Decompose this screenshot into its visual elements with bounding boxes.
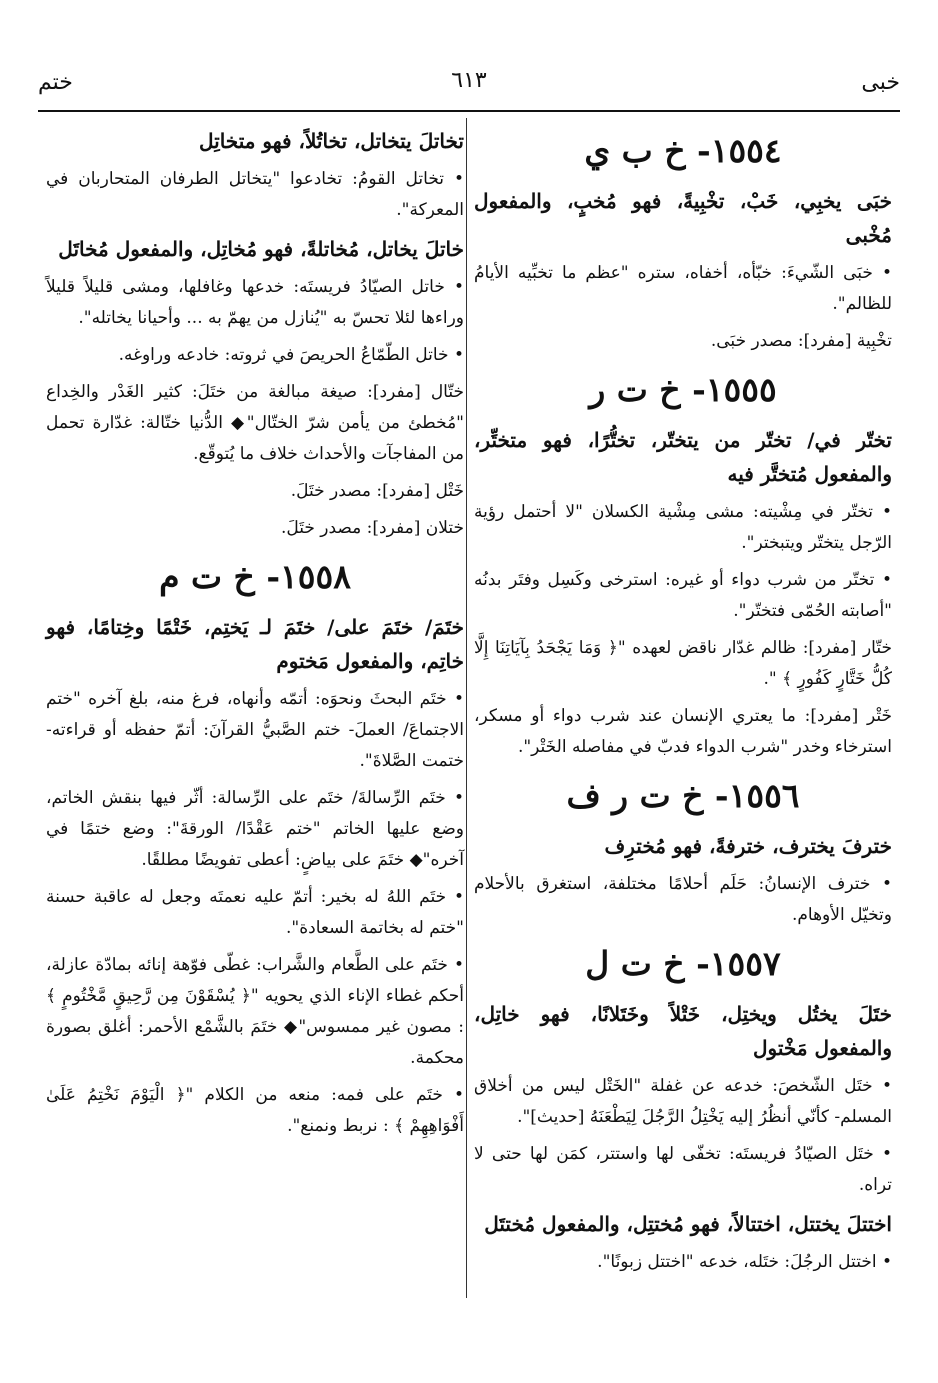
root-heading: ١٥٥٦- خ ت ر ف [566,776,800,815]
verb-headword: اختتلَ يختتل، اختتالاً، فهو مُختتِل، والمفعول مُختتَل [484,1212,892,1236]
column-divider [466,118,467,1298]
definition-item: • ختَل الصيّادُ فريستَه: تخفّى لها واستتر، كمَن لها حتى لا تراه. [474,1139,892,1201]
definition-item: • ختَم اللهُ له بخير: أتمّ عليه نعمتَه وجعل له عاقبة حسنة "ختم له بخاتمة السعادة". [46,882,464,944]
root-heading: ١٥٥٧- خ ت ل [585,944,781,983]
definition-item: • خاتل الطّمّاعُ الحريصَ في ثروته: خادعه وراوغه. [46,340,464,371]
verb-headword: ختَلَ يختُل ويختِل، خَتْلاً وخَتَلانًا، فهو خاتِل، والمفعول مَخْتول [474,1002,892,1060]
right-column [474,124,892,1284]
verb-headword: خترفَ يخترف، خترفةً، فهو مُخترِف [604,834,892,858]
definition-item: • ختَم على الطَّعام والشَّراب: غطّى فوّهة إنائه بمادّة عازلة، أحكم غطاء الإناء الذي يحويه "﴿ يُسْقَوْنَ مِن رَّحِيقٍ مَّخْتُومٍ ﴾ : مصون غير ممسوس"◆ ختَمَ بالشَّمْع الأحمر: أغلق بصورة محكمة. [46,950,464,1074]
root-heading: ١٥٥٨- خ ت م [159,557,351,596]
header-guide-word-left: ختم [38,70,73,95]
definition-item: • خاتل الصيّادُ فريستَه: خدعها وغافلها، ومشى قليلاً قليلاً وراءها لئلا تحسّ به "يُنازل من يهمّ به ... وأحيانا يخاتله". [46,272,464,334]
definition-item: • تختّر من شرب دواء أو غيره: استرخى وكَسِل وفتَر بدنُه "أصابته الحُمّى فتختّر". [474,565,892,627]
noun-entry: تخْبِية [مفرد]: مصدر خبَى. [710,331,892,351]
root-heading: ١٥٥٥- خ ت ر [589,370,777,409]
definition-item: • ختَل الشّخصَ: خدعه عن غفلة "الخَتْل ليس من أخلاق المسلم- كأنّي أنظُرُ إليه يَخْتِلُ الرَّجُلَ لِيَطْعَنَهُ [حديث]". [474,1071,892,1133]
definition-item: • اختتل الرجُلَ: ختَله، خدعه "اختتل زبونًا". [474,1247,892,1278]
verb-headword: خبَى يخبِي، خَبْ، تخْبِيةً، فهو مُخبٍ، والمفعول مُخْبى [474,189,892,247]
noun-entry: ختّال [مفرد]: صيغة مبالغة من ختَلَ: كثير الغَدْر والخِداع "مُخطئ من يأمن شرّ الختّال"◆ الدُّنيا ختّالة: غدّارة تحمل من المفاجآت والأحداث خلاف ما يُتوقّع. [46,382,464,464]
header-guide-word-right: خبى [861,70,900,95]
definition-item: • تخاتل القومُ: تخادعوا "يتخاتل الطرفان المتحاربان في المعركة". [46,164,464,226]
verb-headword: خاتلَ يخاتل، مُخاتلةً، فهو مُخاتِل، والمفعول مُخاتَل [58,237,464,261]
definition-item: • ختَم البحثَ ونحوَه: أتمّه وأنهاه، فرغ منه، بلغ آخره "ختم الاجتماعَ/ العملَ- ختم الصَّبيُّ القرآنَ: أتمّ حفظه أو قراءته- ختمت الصَّلاةَ". [46,684,464,777]
noun-entry: ختّار [مفرد]: ظالم غدّار ناقض لعهده "﴿ وَمَا يَجْحَدُ بِآيَاتِنَا إِلَّا كُلُّ خَتَّارٍ كَفُورٍ ﴾ ". [474,638,892,689]
definition-item: • تختّر في مِشْيته: مشى مِشْية الكسلان "لا أحتمل رؤية الرّجل يتختّر ويتبختر". [474,497,892,559]
root-heading: ١٥٥٤- خ ب ي [584,131,782,170]
definition-item: • خترف الإنسانُ: حَلَم أحلامًا مختلفة، استغرق بالأحلام وتخيّل الأوهام. [474,869,892,931]
left-column [46,124,464,1148]
page-number: ٦١٣ [451,68,487,93]
noun-entry: خَتْر [مفرد]: ما يعتري الإنسان عند شرب دواء أو مسكر، استرخاء وخدر "شرب الدواء فدبّ في مفاصله الخَتْر". [474,706,892,757]
noun-entry: ختلان [مفرد]: مصدر ختَلَ. [280,518,464,538]
page-header [38,66,900,106]
definition-item: • ختَم الرِّسالةَ/ ختَم على الرِّسالة: أثّر فيها بنقش الخاتم، وضع عليها الخاتم "ختم عَقْدًا/ الورقةَ": وضع ختمًا في آخره"◆ ختَمَ على بياضٍ: أعطى تفويضًا مطلقًا. [46,783,464,876]
verb-headword: تختّر في/ تختّر من يتختّر، تختُّرًا، فهو متختِّر، والمفعول مُتختَّر فيه [474,428,892,486]
header-rule [38,110,900,112]
verb-headword: ختَمَ/ ختَمَ على/ ختَمَ لـ يَختِم، خَتْمًا وخِتامًا، فهو خاتِم، والمفعول مَختوم [46,615,464,673]
verb-headword: تخاتلَ يتخاتل، تخاتُلاً، فهو متخاتِل [198,129,464,153]
noun-entry: خَتْل [مفرد]: مصدر ختَلَ. [290,481,464,501]
definition-item: • ختَم على فمه: منعه من الكلام "﴿ الْيَوْمَ نَخْتِمُ عَلَىٰ أَفْوَاهِهِمْ ﴾ : نربط ونمنع". [46,1080,464,1142]
definition-item: • خبَى الشّيءَ: خبّأه، أخفاه، ستره "عظم ما تخبِّيه الأيامُ للظالم". [474,258,892,320]
